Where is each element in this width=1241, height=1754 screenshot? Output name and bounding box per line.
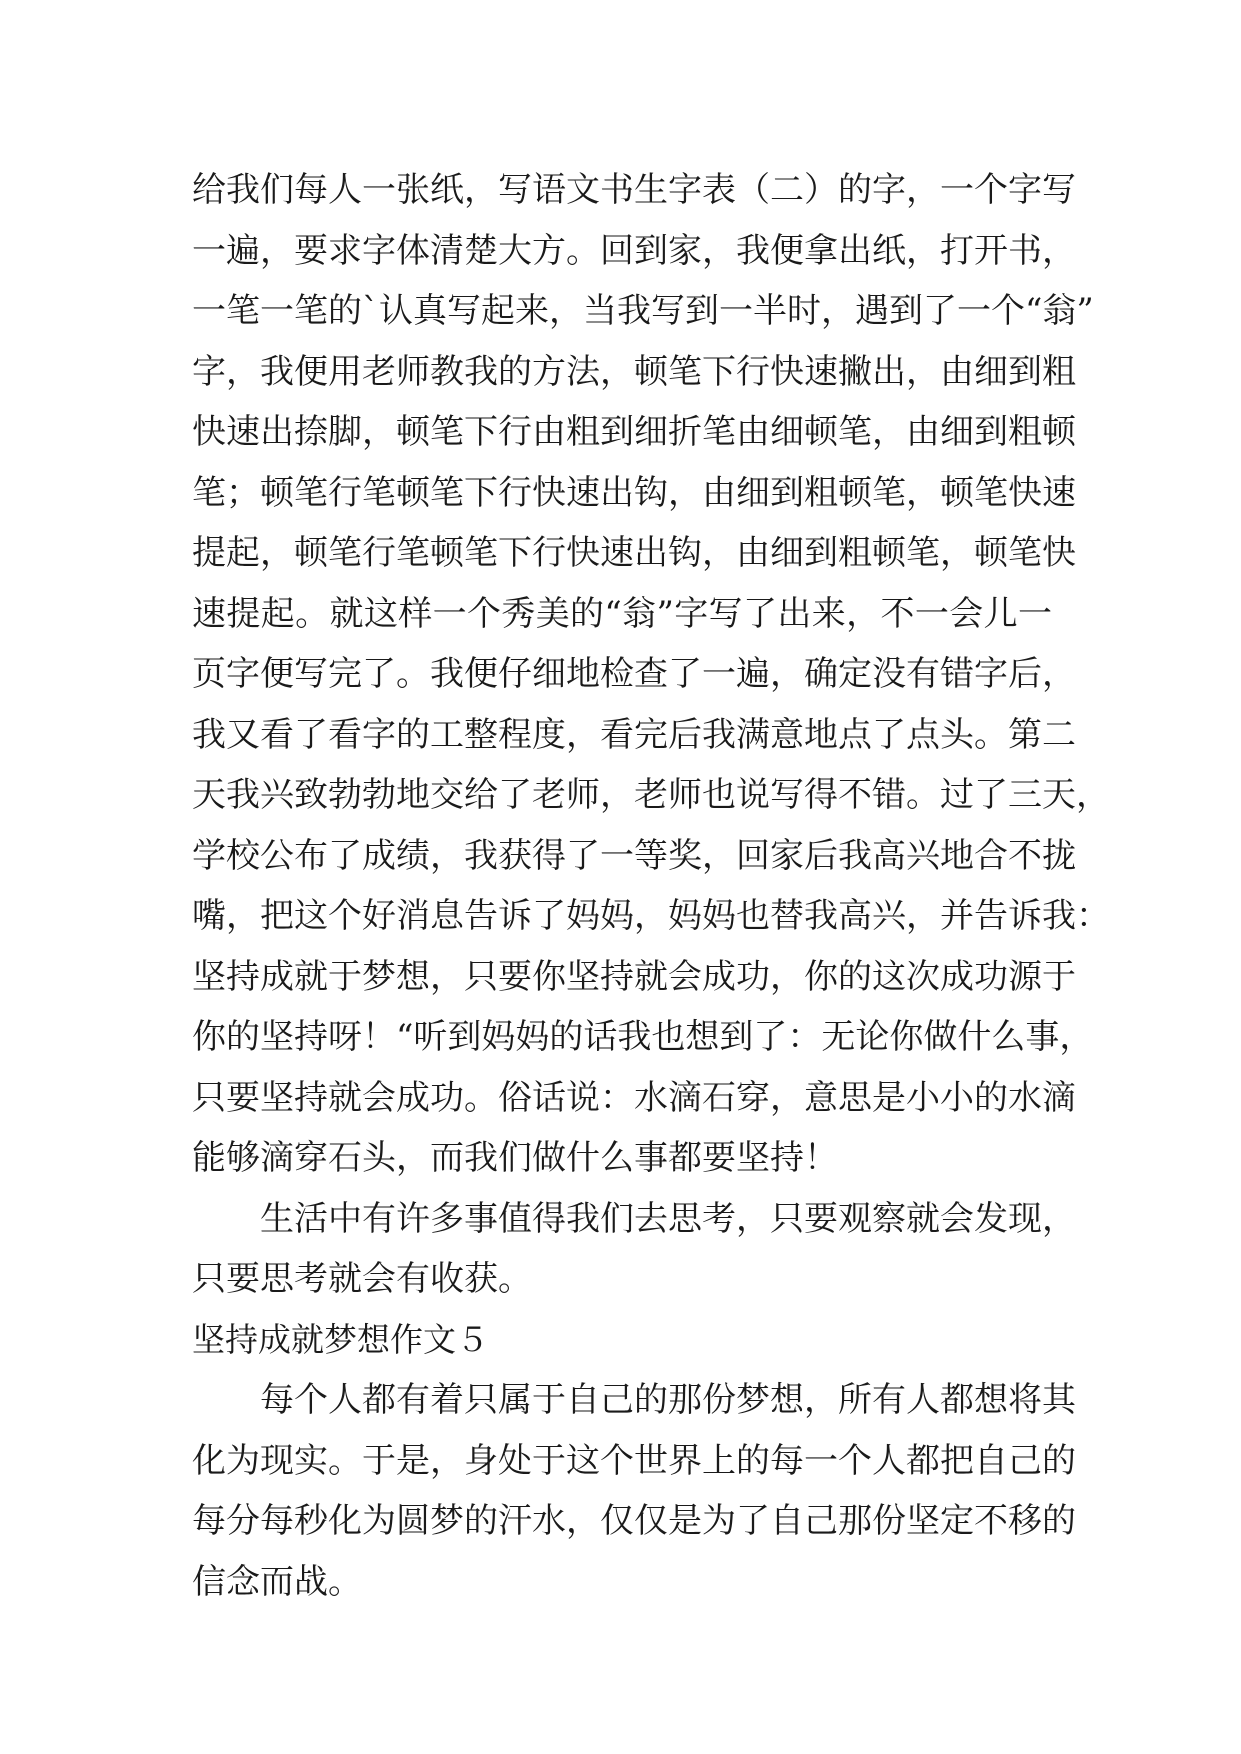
document-page [192, 160, 1110, 1612]
text-line: 坚持成就于梦想，只要你坚持就会成功，你的这次成功源于 [192, 956, 1076, 997]
text-line: 一遍，要求字体清楚大方。回到家，我便拿出纸，打开书， [192, 230, 1076, 271]
text-line: 字，我便用老师教我的方法，顿笔下行快速撇出，由细到粗 [192, 351, 1076, 392]
text-line: 页字便写完了。我便仔细地检查了一遍，确定没有错字后， [192, 654, 1076, 694]
text-line: 一笔一笔的`认真写起来，当我写到一半时，遇到了一个“翁” [192, 291, 1094, 331]
text-line: 提起，顿笔行笔顿笔下行快速出钩，由细到粗顿笔，顿笔快 [192, 533, 1076, 573]
text-line: 天我兴致勃勃地交给了老师，老师也说写得不错。过了三天， [192, 775, 1110, 815]
text-line: 能够滴穿石头，而我们做什么事都要坚持！ [192, 1138, 838, 1178]
text-line: 嘴，把这个好消息告诉了妈妈，妈妈也替我高兴，并告诉我： [192, 896, 1110, 936]
text-line: 给我们每人一张纸，写语文书生字表（二）的字，一个字写 [192, 170, 1076, 210]
text-line: 速提起。就这样一个秀美的“翁”字写了出来，不一会儿一 [192, 593, 1052, 634]
text-line: 只要坚持就会成功。俗话说：水滴石穿，意思是小小的水滴 [192, 1077, 1076, 1118]
text-line: 我又看了看字的工整程度，看完后我满意地点了点头。第二 [192, 714, 1076, 755]
text-line: 快速出捺脚，顿笔下行由粗到细折笔由细顿笔，由细到粗顿 [192, 412, 1076, 452]
paragraph-first-line: 生活中有许多事值得我们去思考，只要观察就会发现， [260, 1198, 1076, 1239]
text-line: 笔；顿笔行笔顿笔下行快速出钩，由细到粗顿笔，顿笔快速 [192, 472, 1076, 513]
text-line: 每分每秒化为圆梦的汗水，仅仅是为了自己那份坚定不移的 [192, 1501, 1076, 1541]
text-line: 你的坚持呀！“听到妈妈的话我也想到了：无论你做什么事， [192, 1017, 1094, 1057]
text-line: 信念而战。 [192, 1561, 362, 1602]
section-heading: 坚持成就梦想作文５ [192, 1319, 489, 1359]
text-line: 化为现实。于是，身处于这个世界上的每一个人都把自己的 [192, 1440, 1076, 1481]
text-line: 学校公布了成绩，我获得了一等奖，回家后我高兴地合不拢 [192, 835, 1076, 876]
paragraph-first-line: 每个人都有着只属于自己的那份梦想，所有人都想将其 [260, 1380, 1076, 1420]
text-line: 只要思考就会有收获。 [192, 1259, 532, 1299]
